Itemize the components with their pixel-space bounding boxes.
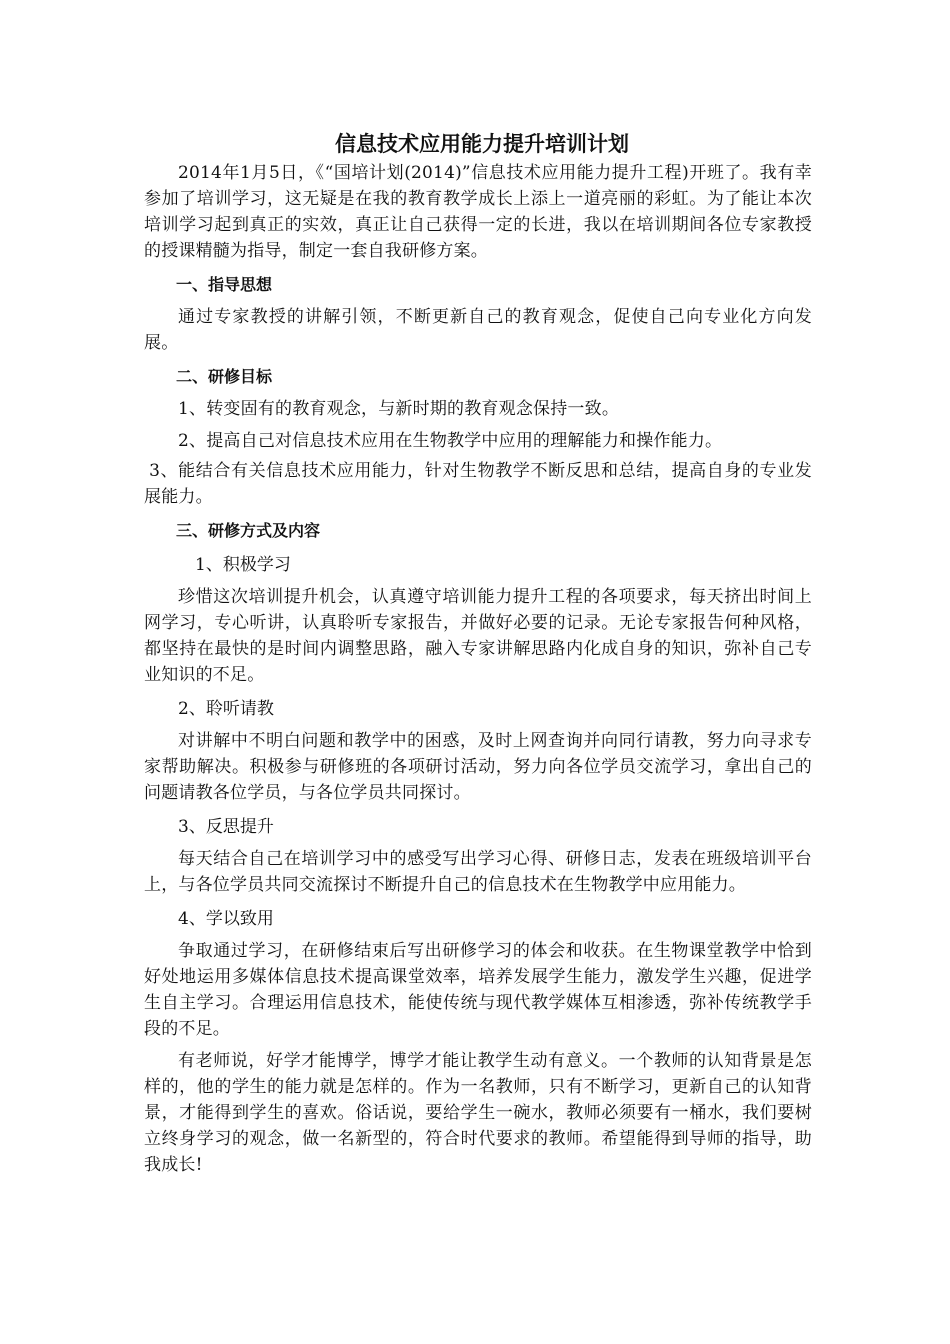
closing-paragraph: 有老师说，好学才能博学，博学才能让教学生动有意义。一个教师的认知背景是怎样的，他的学生的能力就是怎样的。作为一名教师，只有不断学习，更新自己的认知背景，才能得到学生的喜欢。俗话说，要给学生一碗水，教师必须要有一桶水，我们要树立终身学习的观念，做一名新型的，符合时代要求的教师。希望能得到导师的指导，助我成长!: [144, 1051, 812, 1175]
intro-paragraph: 2014年1月5日，《“国培计划(2014)”信息技术应用能力提升工程)开班了。我有幸参加了培训学习，这无疑是在我的教育教学成长上添上一道亮丽的彩虹。为了能让本次培训学习起到真正的实效，真正让自己获得一定的长进，我以在培训期间各位专家教授的授课精髓为指导，制定一套自我研修方案。: [144, 163, 812, 261]
document-title: 信息技术应用能力提升培训计划: [335, 132, 629, 156]
method-2-title: 2、聆听请教: [178, 699, 274, 719]
study-goal-1: 1、转变固有的教育观念，与新时期的教育观念保持一致。: [178, 399, 620, 419]
section-heading-guiding-thought: 一、指导思想: [176, 275, 273, 294]
study-goal-2: 2、提高自己对信息技术应用在生物教学中应用的理解能力和操作能力。: [178, 431, 723, 451]
document-page: [144, 128, 812, 1178]
method-1-paragraph: 珍惜这次培训提升机会，认真遵守培训能力提升工程的各项要求，每天挤出时间上网学习，专心听讲，认真聆听专家报告，并做好必要的记录。无论专家报告何种风格，都坚持在最快的是时间内调整思路，融入专家讲解思路内化成自身的知识，弥补自己专业知识的不足。: [144, 587, 812, 685]
guiding-thought-paragraph: 通过专家教授的讲解引领，不断更新自己的教育观念，促使自己向专业化方向发展。: [144, 307, 812, 353]
method-3-title: 3、反思提升: [178, 817, 274, 837]
method-1-title: 1、积极学习: [195, 555, 291, 575]
section-heading-study-goals: 二、研修目标: [176, 367, 273, 386]
method-4-paragraph: 争取通过学习，在研修结束后写出研修学习的体会和收获。在生物课堂教学中恰到好处地运用多媒体信息技术提高课堂效率，培养发展学生能力，激发学生兴趣，促进学生自主学习。合理运用信息技术，能使传统与现代教学媒体互相渗透，弥补传统教学手段的不足。: [144, 941, 812, 1039]
section-heading-methods: 三、研修方式及内容: [176, 521, 321, 540]
study-goal-3: 3、能结合有关信息技术应用能力，针对生物教学不断反思和总结，提高自身的专业发展能力。: [144, 461, 812, 507]
method-2-paragraph: 对讲解中不明白问题和教学中的困惑，及时上网查询并向同行请教，努力向寻求专家帮助解决。积极参与研修班的各项研讨活动，努力向各位学员交流学习，拿出自己的问题请教各位学员，与各位学员共同探讨。: [144, 731, 812, 803]
method-4-title: 4、学以致用: [178, 909, 274, 929]
method-3-paragraph: 每天结合自己在培训学习中的感受写出学习心得、研修日志，发表在班级培训平台上，与各位学员共同交流探讨不断提升自己的信息技术在生物教学中应用能力。: [144, 849, 812, 895]
